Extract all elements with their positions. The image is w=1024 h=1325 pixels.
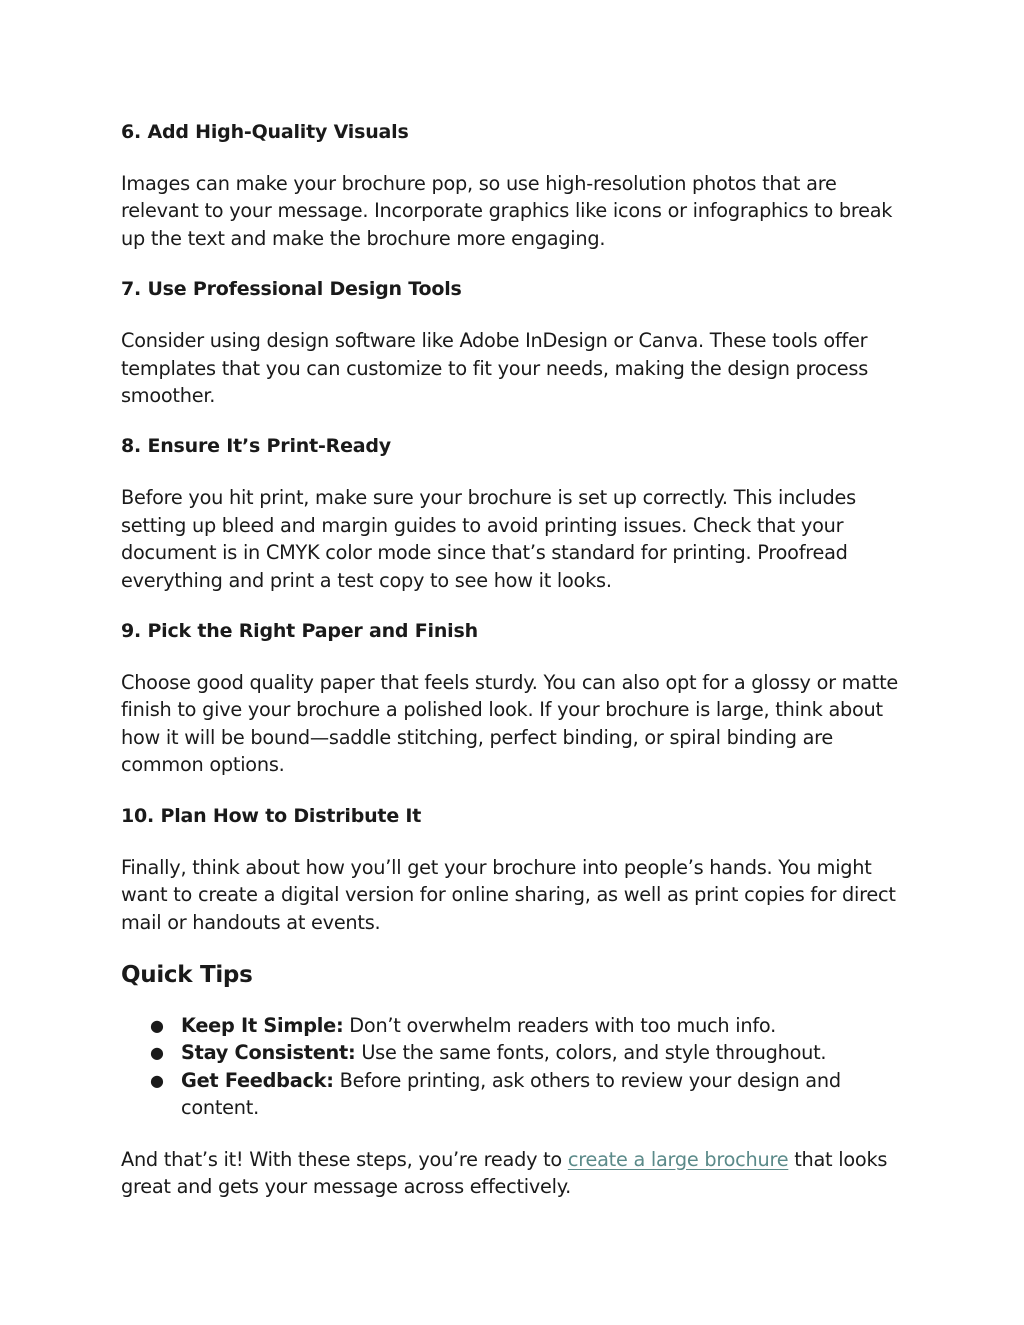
- conclusion-text-after: that looks great and gets your message across effectively.: [121, 1147, 888, 1198]
- bullet-icon: ●: [150, 1015, 164, 1035]
- section-heading-7: 7. Use Professional Design Tools: [121, 278, 462, 301]
- section-body-7: Consider using design software like Adobe InDesign or Canva. These tools offer templates that you can customize to fit your needs, making the design process smoother.: [121, 329, 869, 408]
- section-body-10: Finally, think about how you’ll get your brochure into people’s hands. You might want to create a digital version for online sharing, as well as print copies for direct mail or handouts at events.: [121, 855, 896, 934]
- tip-label: Get Feedback:: [181, 1068, 334, 1092]
- tip-label: Stay Consistent:: [181, 1041, 356, 1065]
- list-item: [121, 1039, 911, 1066]
- section-heading-9: 9. Pick the Right Paper and Finish: [121, 620, 478, 643]
- quick-tips-list: [121, 1012, 911, 1122]
- bullet-icon: ●: [150, 1070, 164, 1090]
- document-page: [121, 119, 911, 1224]
- list-item: [121, 1067, 911, 1122]
- conclusion-text-before: And that’s it! With these steps, you’re ready to: [121, 1147, 568, 1171]
- tip-text: Before printing, ask others to review your design and content.: [181, 1068, 841, 1120]
- section-body-9: Choose good quality paper that feels sturdy. You can also opt for a glossy or matte finish to give your brochure a polished look. If your brochure is large, think about how it will be bound—saddle stitching, perfect binding, or spiral binding are common options.: [121, 671, 898, 777]
- section-heading-8: 8. Ensure It’s Print-Ready: [121, 435, 391, 458]
- section-heading-6: 6. Add High-Quality Visuals: [121, 121, 409, 143]
- conclusion-paragraph: [121, 1146, 911, 1201]
- tip-label: Keep It Simple:: [181, 1013, 344, 1037]
- quick-tips-title: Quick Tips: [121, 961, 253, 988]
- section-body-6: Images can make your brochure pop, so use high-resolution photos that are relevant to your message. Incorporate graphics like icons or infographics to break up the text and make the brochure more engaging.: [121, 172, 893, 250]
- bullet-icon: ●: [150, 1043, 164, 1063]
- section-heading-10: 10. Plan How to Distribute It: [121, 804, 422, 827]
- create-large-brochure-link[interactable]: create a large brochure: [567, 1147, 789, 1171]
- tip-text: Use the same fonts, colors, and style throughout.: [355, 1041, 827, 1065]
- section-body-8: Before you hit print, make sure your brochure is set up correctly. This includes setting up bleed and margin guides to avoid printing issues. Check that your document is in CMYK color mode since that’s standard for printing. Proofread everything and print a test copy to see how it looks.: [121, 486, 856, 592]
- list-item: [121, 1012, 911, 1039]
- tip-text: Don’t overwhelm readers with too much info.: [343, 1013, 776, 1037]
